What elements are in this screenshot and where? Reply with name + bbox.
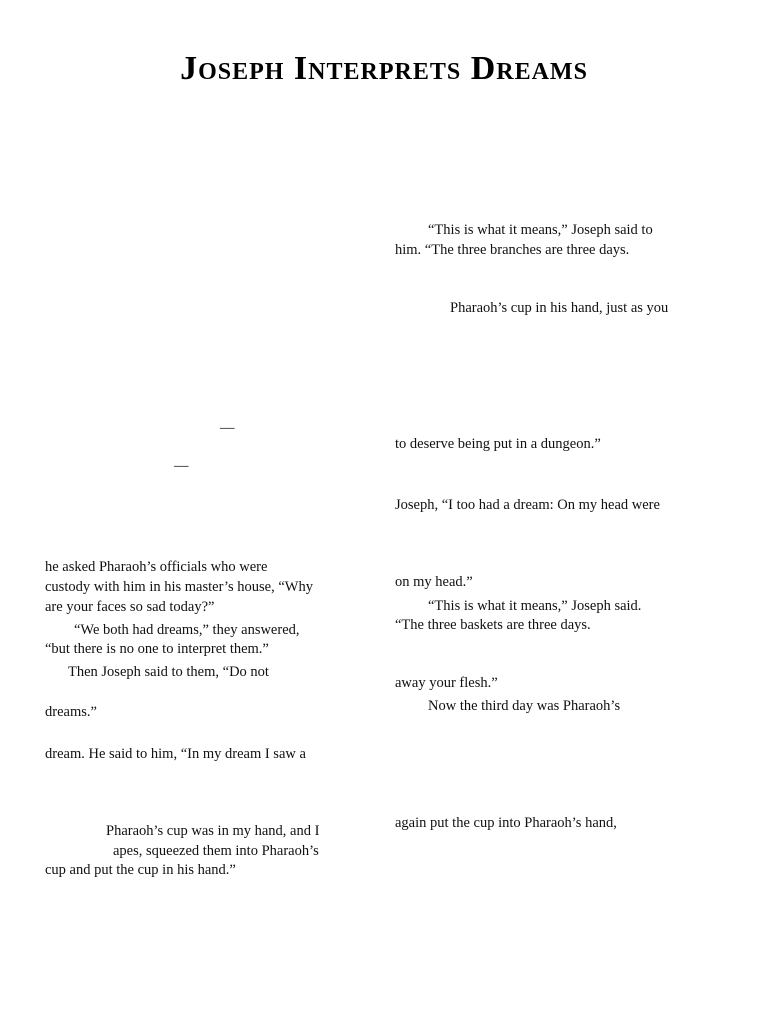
text-line: apes, squeezed them into Pharaoh’s xyxy=(113,843,319,859)
text-line: “but there is no one to interpret them.” xyxy=(45,641,269,657)
text-line: to deserve being put in a dungeon.” xyxy=(395,436,601,452)
text-line: Joseph, “I too had a dream: On my head were xyxy=(395,497,660,513)
text-line: Pharaoh’s cup was in my hand, and I xyxy=(106,823,320,839)
text-line: “This is what it means,” Joseph said. xyxy=(428,598,642,614)
text-line: him. “The three branches are three days. xyxy=(395,242,630,258)
text-line: Then Joseph said to them, “Do not xyxy=(68,664,269,680)
text-line: cup and put the cup in his hand.” xyxy=(45,862,236,878)
dash: — xyxy=(220,420,235,436)
text-line: again put the cup into Pharaoh’s hand, xyxy=(395,815,617,831)
dash: — xyxy=(174,458,189,474)
text-line: are your faces so sad today?” xyxy=(45,599,215,615)
text-line: custody with him in his master’s house, “Why xyxy=(45,579,313,595)
text-line: away your flesh.” xyxy=(395,675,498,691)
text-line: dream. He said to him, “In my dream I saw a xyxy=(45,746,306,762)
page-title: Joseph Interprets Dreams xyxy=(180,50,588,87)
text-line: “The three baskets are three days. xyxy=(395,617,591,633)
text-line: on my head.” xyxy=(395,574,473,590)
text-line: dreams.” xyxy=(45,704,97,720)
text-line: Pharaoh’s cup in his hand, just as you xyxy=(450,300,669,316)
text-line: “We both had dreams,” they answered, xyxy=(74,622,300,638)
text-line: “This is what it means,” Joseph said to xyxy=(428,222,653,238)
text-line: he asked Pharaoh’s officials who were xyxy=(45,559,268,575)
text-line: Now the third day was Pharaoh’s xyxy=(428,698,621,714)
